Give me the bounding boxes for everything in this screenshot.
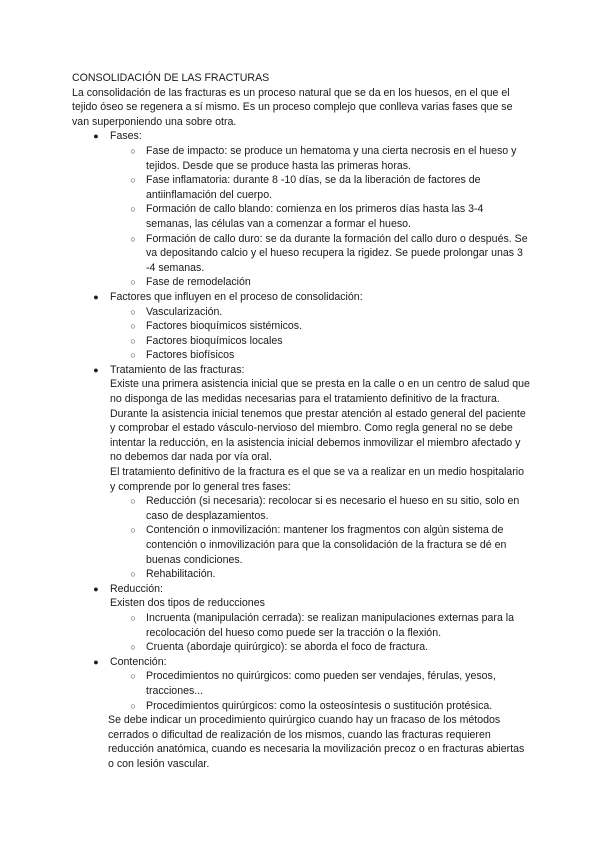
list-item (110, 348, 532, 363)
filled-bullet-icon: ● (93, 131, 99, 142)
section-tratamiento (72, 363, 532, 582)
list-item-text: Formación de callo blando: comienza en los primeros días hasta las 3-4 semanas, las células van a comenzar a formar el hueso. (146, 203, 484, 230)
fases-list (110, 144, 532, 290)
filled-bullet-icon: ● (93, 583, 99, 594)
list-item-text: Procedimientos no quirúrgicos: como pueden ser vendajes, férulas, yesos, tracciones... (146, 670, 496, 697)
reduccion-list (110, 611, 532, 655)
hollow-bullet-icon: ○ (130, 671, 136, 682)
hollow-bullet-icon: ○ (130, 204, 136, 215)
list-item (110, 611, 532, 640)
hollow-bullet-icon: ○ (130, 306, 136, 317)
list-item (110, 232, 532, 276)
hollow-bullet-icon: ○ (130, 233, 136, 244)
tratamiento-paragraph-1: Existe una primera asistencia inicial que se presta en la calle o en un centro de salud que no disponga de las medidas necesarias para el tratamiento definitivo de la fractura. Durante la asistencia inicial tenemos que prestar atención al estado general del paciente y comprobar el estado vásculo-nervioso del miembro. Como regla general no se debe intentar la reducción, en la asistencia inicial debemos inmovilizar el miembro afectado y no debemos dar nada por vía oral. (110, 378, 530, 464)
filled-bullet-icon: ● (93, 656, 99, 667)
list-item (110, 173, 532, 202)
section-label: Reducción: (110, 582, 163, 595)
hollow-bullet-icon: ○ (130, 642, 136, 653)
filled-bullet-icon: ● (93, 291, 99, 302)
hollow-bullet-icon: ○ (130, 525, 136, 536)
intro-paragraph: La consolidación de las fracturas es un proceso natural que se da en los huesos, en el que el tejido óseo se regenera a sí mismo. Es un proceso complejo que conlleva varias fases que se van superponiendo una sobre otra. (72, 86, 513, 128)
hollow-bullet-icon: ○ (130, 496, 136, 507)
list-item-text: Vascularización. (146, 305, 223, 318)
tratamiento-paragraph-2: El tratamiento definitivo de la fractura es el que se va a realizar en un medio hospitalario y comprende por lo general tres fases: (110, 466, 524, 493)
list-item (110, 567, 532, 582)
section-reduccion (72, 582, 532, 655)
section-label: Tratamiento de las fracturas: (110, 363, 245, 376)
list-item (110, 523, 532, 567)
list-item (110, 319, 532, 334)
list-item-text: Cruenta (abordaje quirúrgico): se aborda el foco de fractura. (146, 641, 429, 654)
list-item (110, 494, 532, 523)
list-item-text: Reducción (si necesaria): recolocar si es necesario el hueso en su sitio, solo en caso de desplazamientos. (146, 495, 520, 522)
hollow-bullet-icon: ○ (130, 145, 136, 156)
list-item (110, 640, 532, 655)
hollow-bullet-icon: ○ (130, 569, 136, 580)
list-item (110, 699, 532, 714)
contencion-closing-paragraph: Se debe indicar un procedimiento quirúrgico cuando hay un fracaso de los métodos cerrados o dificultad de realización de los mismos, cuando las fracturas requieren reducción anatómica, cuando es necesaria la movilización precoz o en fracturas abiertas o con lesión vascular. (108, 714, 525, 770)
hollow-bullet-icon: ○ (130, 350, 136, 361)
list-item-text: Rehabilitación. (146, 568, 216, 581)
hollow-bullet-icon: ○ (130, 612, 136, 623)
list-item-text: Contención o inmovilización: mantener los fragmentos con algún sistema de contención o inmovilización para que la consolidación de la fractura se dé en buenas condiciones. (146, 524, 507, 566)
list-item-text: Fase de remodelación (146, 276, 251, 289)
section-label: Fases: (110, 130, 142, 143)
section-label: Factores que influyen en el proceso de consolidación: (110, 290, 363, 303)
section-contencion (72, 655, 532, 713)
list-item-text: Factores bioquímicos locales (146, 334, 283, 347)
list-item-text: Formación de callo duro: se da durante la formación del callo duro o después. Se va depositando calcio y el hueso recupera la rigidez. Se puede prolongar unas 3 -4 semanas. (146, 232, 528, 274)
list-item-text: Fase de impacto: se produce un hematoma y una cierta necrosis en el hueso y tejidos. Desde que se produce hasta las primeras horas. (146, 144, 517, 172)
reduccion-paragraph: Existen dos tipos de reducciones (110, 597, 265, 610)
list-item-text: Factores biofísicos (146, 349, 235, 362)
list-item (110, 275, 532, 290)
section-label: Contención: (110, 655, 167, 668)
list-item-text: Factores bioquímicos sistémicos. (146, 320, 303, 333)
hollow-bullet-icon: ○ (130, 700, 136, 711)
list-item (110, 144, 532, 173)
main-list (72, 129, 532, 713)
hollow-bullet-icon: ○ (130, 335, 136, 346)
section-factores (72, 290, 532, 363)
tratamiento-list (110, 494, 532, 582)
factores-list (110, 305, 532, 363)
list-item-text: Fase inflamatoria: durante 8 -10 días, se da la liberación de factores de antiinflamación del cuerpo. (146, 174, 481, 201)
hollow-bullet-icon: ○ (130, 321, 136, 332)
list-item (110, 202, 532, 231)
section-fases (72, 129, 532, 290)
hollow-bullet-icon: ○ (130, 277, 136, 288)
list-item-text: Incruenta (manipulación cerrada): se realizan manipulaciones externas para la recolocación del hueso como puede ser la tracción o la flexión. (146, 611, 515, 639)
list-item (110, 334, 532, 349)
document-title: CONSOLIDACIÓN DE LAS FRACTURAS (72, 72, 270, 84)
filled-bullet-icon: ● (93, 364, 99, 375)
list-item (110, 305, 532, 320)
document-body (72, 71, 532, 772)
list-item-text: Procedimientos quirúrgicos: como la osteosíntesis o sustitución protésica. (146, 699, 493, 712)
contencion-list (110, 669, 532, 713)
list-item (110, 669, 532, 698)
hollow-bullet-icon: ○ (130, 175, 136, 186)
